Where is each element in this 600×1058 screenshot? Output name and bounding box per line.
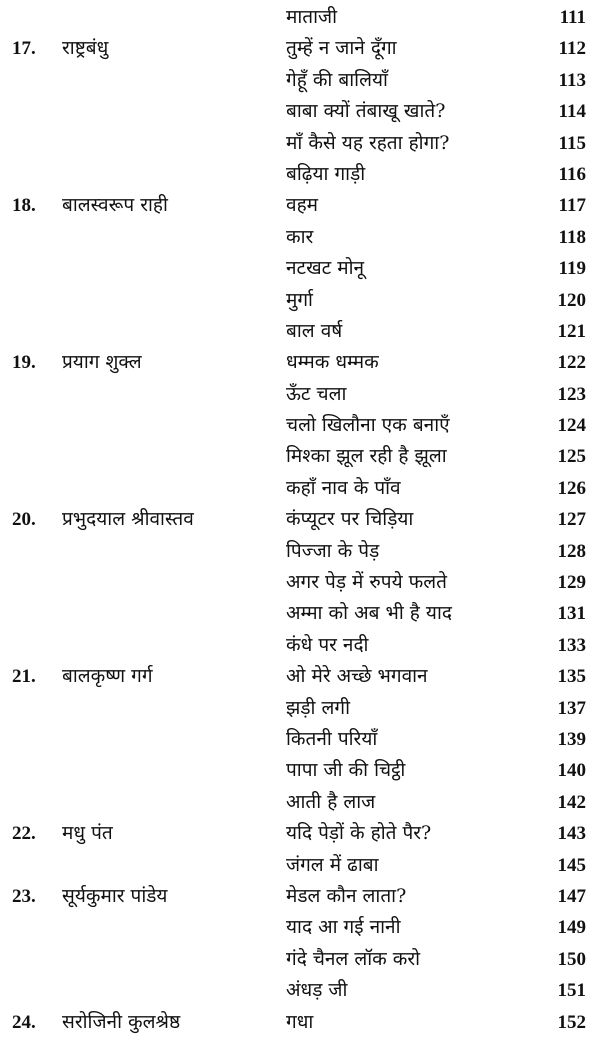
page-number: 124	[557, 415, 586, 437]
author-name: सरोजिनी कुलश्रेष्ठ	[62, 1010, 181, 1033]
poem-title: कार	[286, 225, 314, 248]
page-number: 125	[557, 446, 586, 468]
poem-title: कहाँ नाव के पाँव	[286, 476, 401, 499]
poem-title: कितनी परियाँ	[286, 727, 378, 750]
toc-row	[0, 693, 600, 724]
toc-row	[0, 881, 600, 912]
poem-title: आती है लाज	[286, 790, 376, 813]
author-number: 17.	[12, 38, 36, 60]
poem-title: माँ कैसे यह रहता होगा?	[286, 131, 450, 154]
toc-row	[0, 630, 600, 661]
poem-title: कंप्यूटर पर चिड़िया	[286, 508, 414, 531]
author-number: 20.	[12, 509, 36, 531]
poem-title: तुम्हें न जाने दूँगा	[286, 37, 397, 60]
toc-row	[0, 2, 600, 33]
poem-title: मेडल कौन लाता?	[286, 884, 407, 907]
toc-row	[0, 473, 600, 504]
toc-row	[0, 410, 600, 441]
page-number: 131	[557, 603, 586, 625]
page-number: 129	[557, 572, 586, 594]
poem-title: अम्मा को अब भी है याद	[286, 602, 452, 625]
toc-row	[0, 818, 600, 849]
page-number: 135	[557, 666, 586, 688]
poem-title: यदि पेड़ों के होते पैर?	[286, 822, 432, 845]
page-number: 133	[557, 634, 586, 656]
toc-row	[0, 1007, 600, 1038]
author-name: राष्ट्रबंधु	[62, 37, 109, 60]
toc-row	[0, 33, 600, 64]
poem-title: मुर्गा	[286, 288, 313, 311]
page-number: 117	[558, 195, 586, 217]
toc-row	[0, 567, 600, 598]
table-of-contents	[0, 2, 600, 1038]
poem-title: गधा	[286, 1010, 314, 1033]
author-number: 21.	[12, 666, 36, 688]
poem-title: गंदे चैनल लॉक करो	[286, 947, 421, 970]
poem-title: जंगल में ढाबा	[286, 853, 379, 876]
poem-title: माताजी	[286, 6, 338, 28]
toc-row	[0, 128, 600, 159]
poem-title: पिज्जा के पेड़	[286, 539, 380, 562]
author-number: 18.	[12, 195, 36, 217]
toc-row	[0, 755, 600, 786]
toc-row	[0, 724, 600, 755]
page-number: 123	[557, 383, 586, 405]
toc-row	[0, 222, 600, 253]
toc-row	[0, 598, 600, 629]
page-number: 145	[557, 854, 586, 876]
page-number: 147	[557, 885, 586, 907]
page-number: 122	[557, 352, 586, 374]
author-name: बालस्वरूप राही	[62, 194, 168, 217]
poem-title: बाल वर्ष	[286, 319, 343, 342]
author-number: 24.	[12, 1011, 36, 1033]
author-name: प्रयाग शुक्ल	[62, 351, 142, 374]
page-number: 121	[557, 320, 586, 342]
page-number: 112	[558, 38, 586, 60]
author-number: 23.	[12, 885, 36, 907]
toc-row	[0, 661, 600, 692]
author-number: 19.	[12, 352, 36, 374]
poem-title: झड़ी लगी	[286, 696, 350, 719]
toc-row	[0, 65, 600, 96]
toc-row	[0, 316, 600, 347]
toc-row	[0, 347, 600, 378]
toc-row	[0, 253, 600, 284]
toc-row	[0, 504, 600, 535]
page-number: 126	[557, 477, 586, 499]
page-number: 128	[557, 540, 586, 562]
page-number: 116	[558, 163, 586, 185]
page-number: 143	[557, 823, 586, 845]
toc-row	[0, 944, 600, 975]
page-number: 118	[558, 226, 586, 248]
page-number: 142	[557, 791, 586, 813]
poem-title: धम्मक धम्मक	[286, 351, 379, 374]
poem-title: गेहूँ की बालियाँ	[286, 68, 388, 91]
page-number: 119	[558, 258, 586, 280]
page-number: 152	[557, 1011, 586, 1033]
page-number: 111	[559, 7, 586, 28]
author-name: प्रभुदयाल श्रीवास्तव	[62, 508, 194, 531]
author-name: मधु पंत	[62, 822, 113, 845]
page-number: 113	[558, 69, 586, 91]
toc-row	[0, 190, 600, 221]
author-name: सूर्यकुमार पांडेय	[62, 884, 168, 907]
poem-title: ऊँट चला	[286, 382, 347, 405]
poem-title: बढ़िया गाड़ी	[286, 162, 366, 185]
toc-row	[0, 96, 600, 127]
page-number: 150	[557, 948, 586, 970]
page-number: 151	[557, 980, 586, 1002]
poem-title: याद आ गई नानी	[286, 916, 401, 939]
page-number: 140	[557, 760, 586, 782]
toc-row	[0, 159, 600, 190]
toc-row	[0, 787, 600, 818]
poem-title: अगर पेड़ में रुपये फलते	[286, 571, 447, 594]
page-number: 139	[557, 728, 586, 750]
page-number: 115	[558, 132, 586, 154]
poem-title: पापा जी की चिट्ठी	[286, 759, 406, 782]
toc-row	[0, 975, 600, 1006]
poem-title: चलो खिलौना एक बनाएँ	[286, 414, 450, 437]
page-number: 149	[557, 917, 586, 939]
poem-title: वहम	[286, 194, 319, 217]
toc-row	[0, 285, 600, 316]
toc-row	[0, 850, 600, 881]
poem-title: ओ मेरे अच्छे भगवान	[286, 665, 428, 688]
toc-row	[0, 379, 600, 410]
poem-title: मिश्का झूल रही है झूला	[286, 445, 447, 468]
poem-title: बाबा क्यों तंबाखू खाते?	[286, 100, 446, 123]
poem-title: नटखट मोनू	[286, 257, 365, 280]
page-number: 137	[557, 697, 586, 719]
toc-row	[0, 912, 600, 943]
author-number: 22.	[12, 823, 36, 845]
toc-row	[0, 536, 600, 567]
poem-title: अंधड़ जी	[286, 979, 348, 1002]
poem-title: कंधे पर नदी	[286, 633, 369, 656]
page-number: 120	[557, 289, 586, 311]
toc-row	[0, 441, 600, 472]
page-number: 114	[558, 101, 586, 123]
author-name: बालकृष्ण गर्ग	[62, 665, 153, 688]
page-number: 127	[557, 509, 586, 531]
